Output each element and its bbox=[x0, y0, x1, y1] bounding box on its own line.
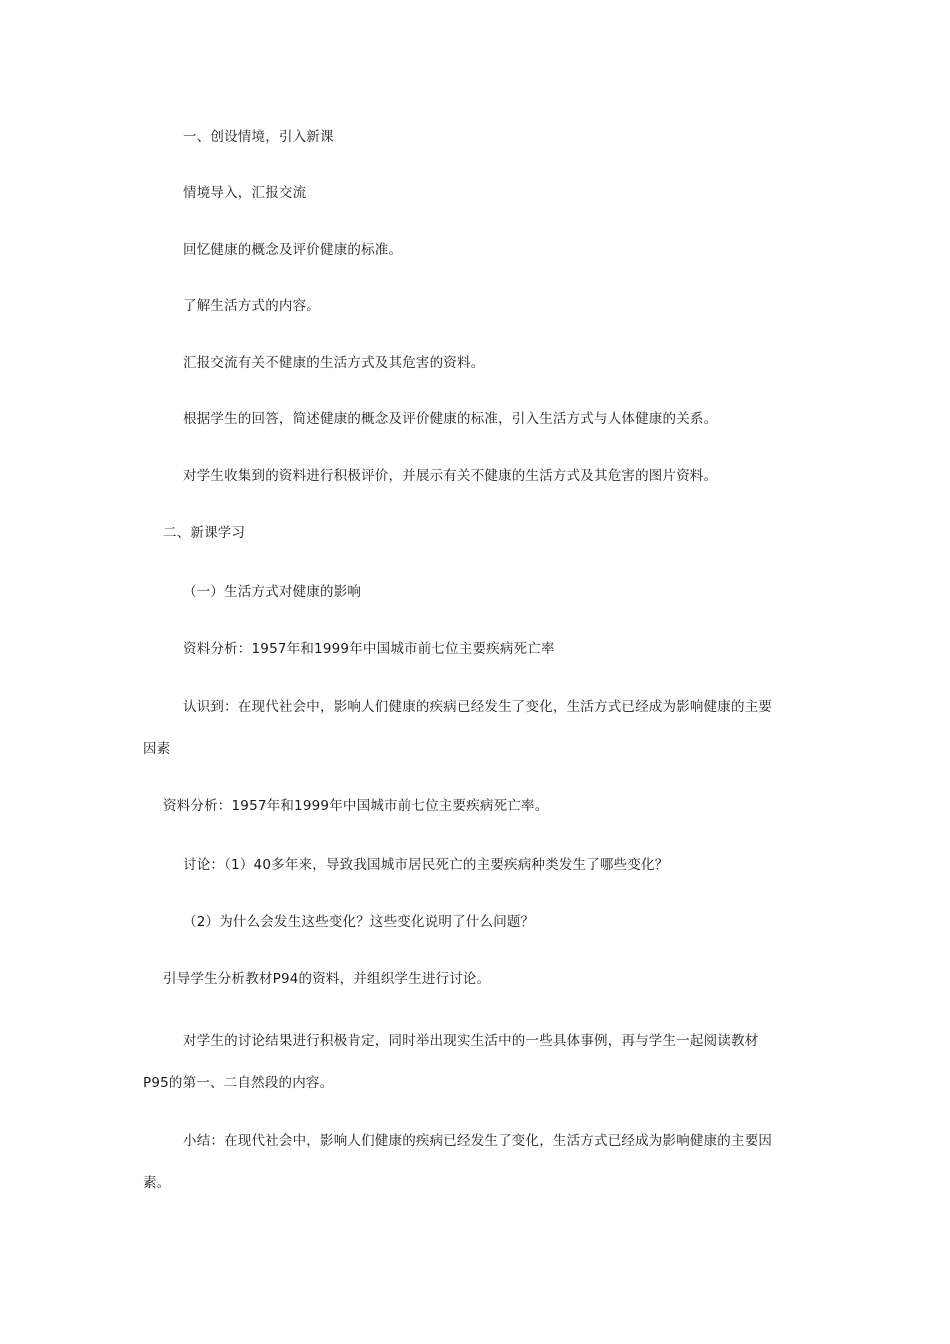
paragraph-line: 引导学生分析教材P94的资料，并组织学生进行讨论。 bbox=[163, 971, 491, 987]
heading-intro: 一、创设情境，引入新课 bbox=[183, 129, 334, 145]
paragraph-line: 对学生收集到的资料进行积极评价，并展示有关不健康的生活方式及其危害的图片资料。 bbox=[183, 468, 718, 484]
paragraph-line: （2）为什么会发生这些变化？这些变化说明了什么问题？ bbox=[183, 914, 535, 930]
paragraph-line: 了解生活方式的内容。 bbox=[183, 298, 320, 314]
paragraph-line: 根据学生的回答，简述健康的概念及评价健康的标准，引入生活方式与人体健康的关系。 bbox=[183, 411, 718, 427]
paragraph-line: 对学生的讨论结果进行积极肯定，同时举出现实生活中的一些具体事例，再与学生一起阅读教材 bbox=[183, 1033, 759, 1049]
paragraph-line: 素。 bbox=[143, 1175, 171, 1191]
heading-new-lesson: 二、新课学习 bbox=[163, 525, 246, 541]
paragraph-line: 情境导入，汇报交流 bbox=[183, 185, 307, 201]
paragraph-line: 资料分析：1957年和1999年中国城市前七位主要疾病死亡率。 bbox=[163, 798, 549, 814]
paragraph-line: P95的第一、二自然段的内容。 bbox=[143, 1075, 334, 1091]
paragraph-line: 讨论：（1）40多年来，导致我国城市居民死亡的主要疾病种类发生了哪些变化？ bbox=[183, 857, 669, 873]
subheading-lifestyle: （一）生活方式对健康的影响 bbox=[183, 584, 362, 600]
paragraph-line: 资料分析：1957年和1999年中国城市前七位主要疾病死亡率 bbox=[183, 641, 555, 657]
paragraph-line: 小结：在现代社会中，影响人们健康的疾病已经发生了变化，生活方式已经成为影响健康的主要因 bbox=[183, 1133, 773, 1149]
paragraph-line: 因素 bbox=[143, 741, 171, 757]
paragraph-line: 汇报交流有关不健康的生活方式及其危害的资料。 bbox=[183, 355, 485, 371]
paragraph-line: 认识到：在现代社会中，影响人们健康的疾病已经发生了变化，生活方式已经成为影响健康的主要 bbox=[183, 699, 773, 715]
paragraph-line: 回忆健康的概念及评价健康的标准。 bbox=[183, 242, 403, 258]
